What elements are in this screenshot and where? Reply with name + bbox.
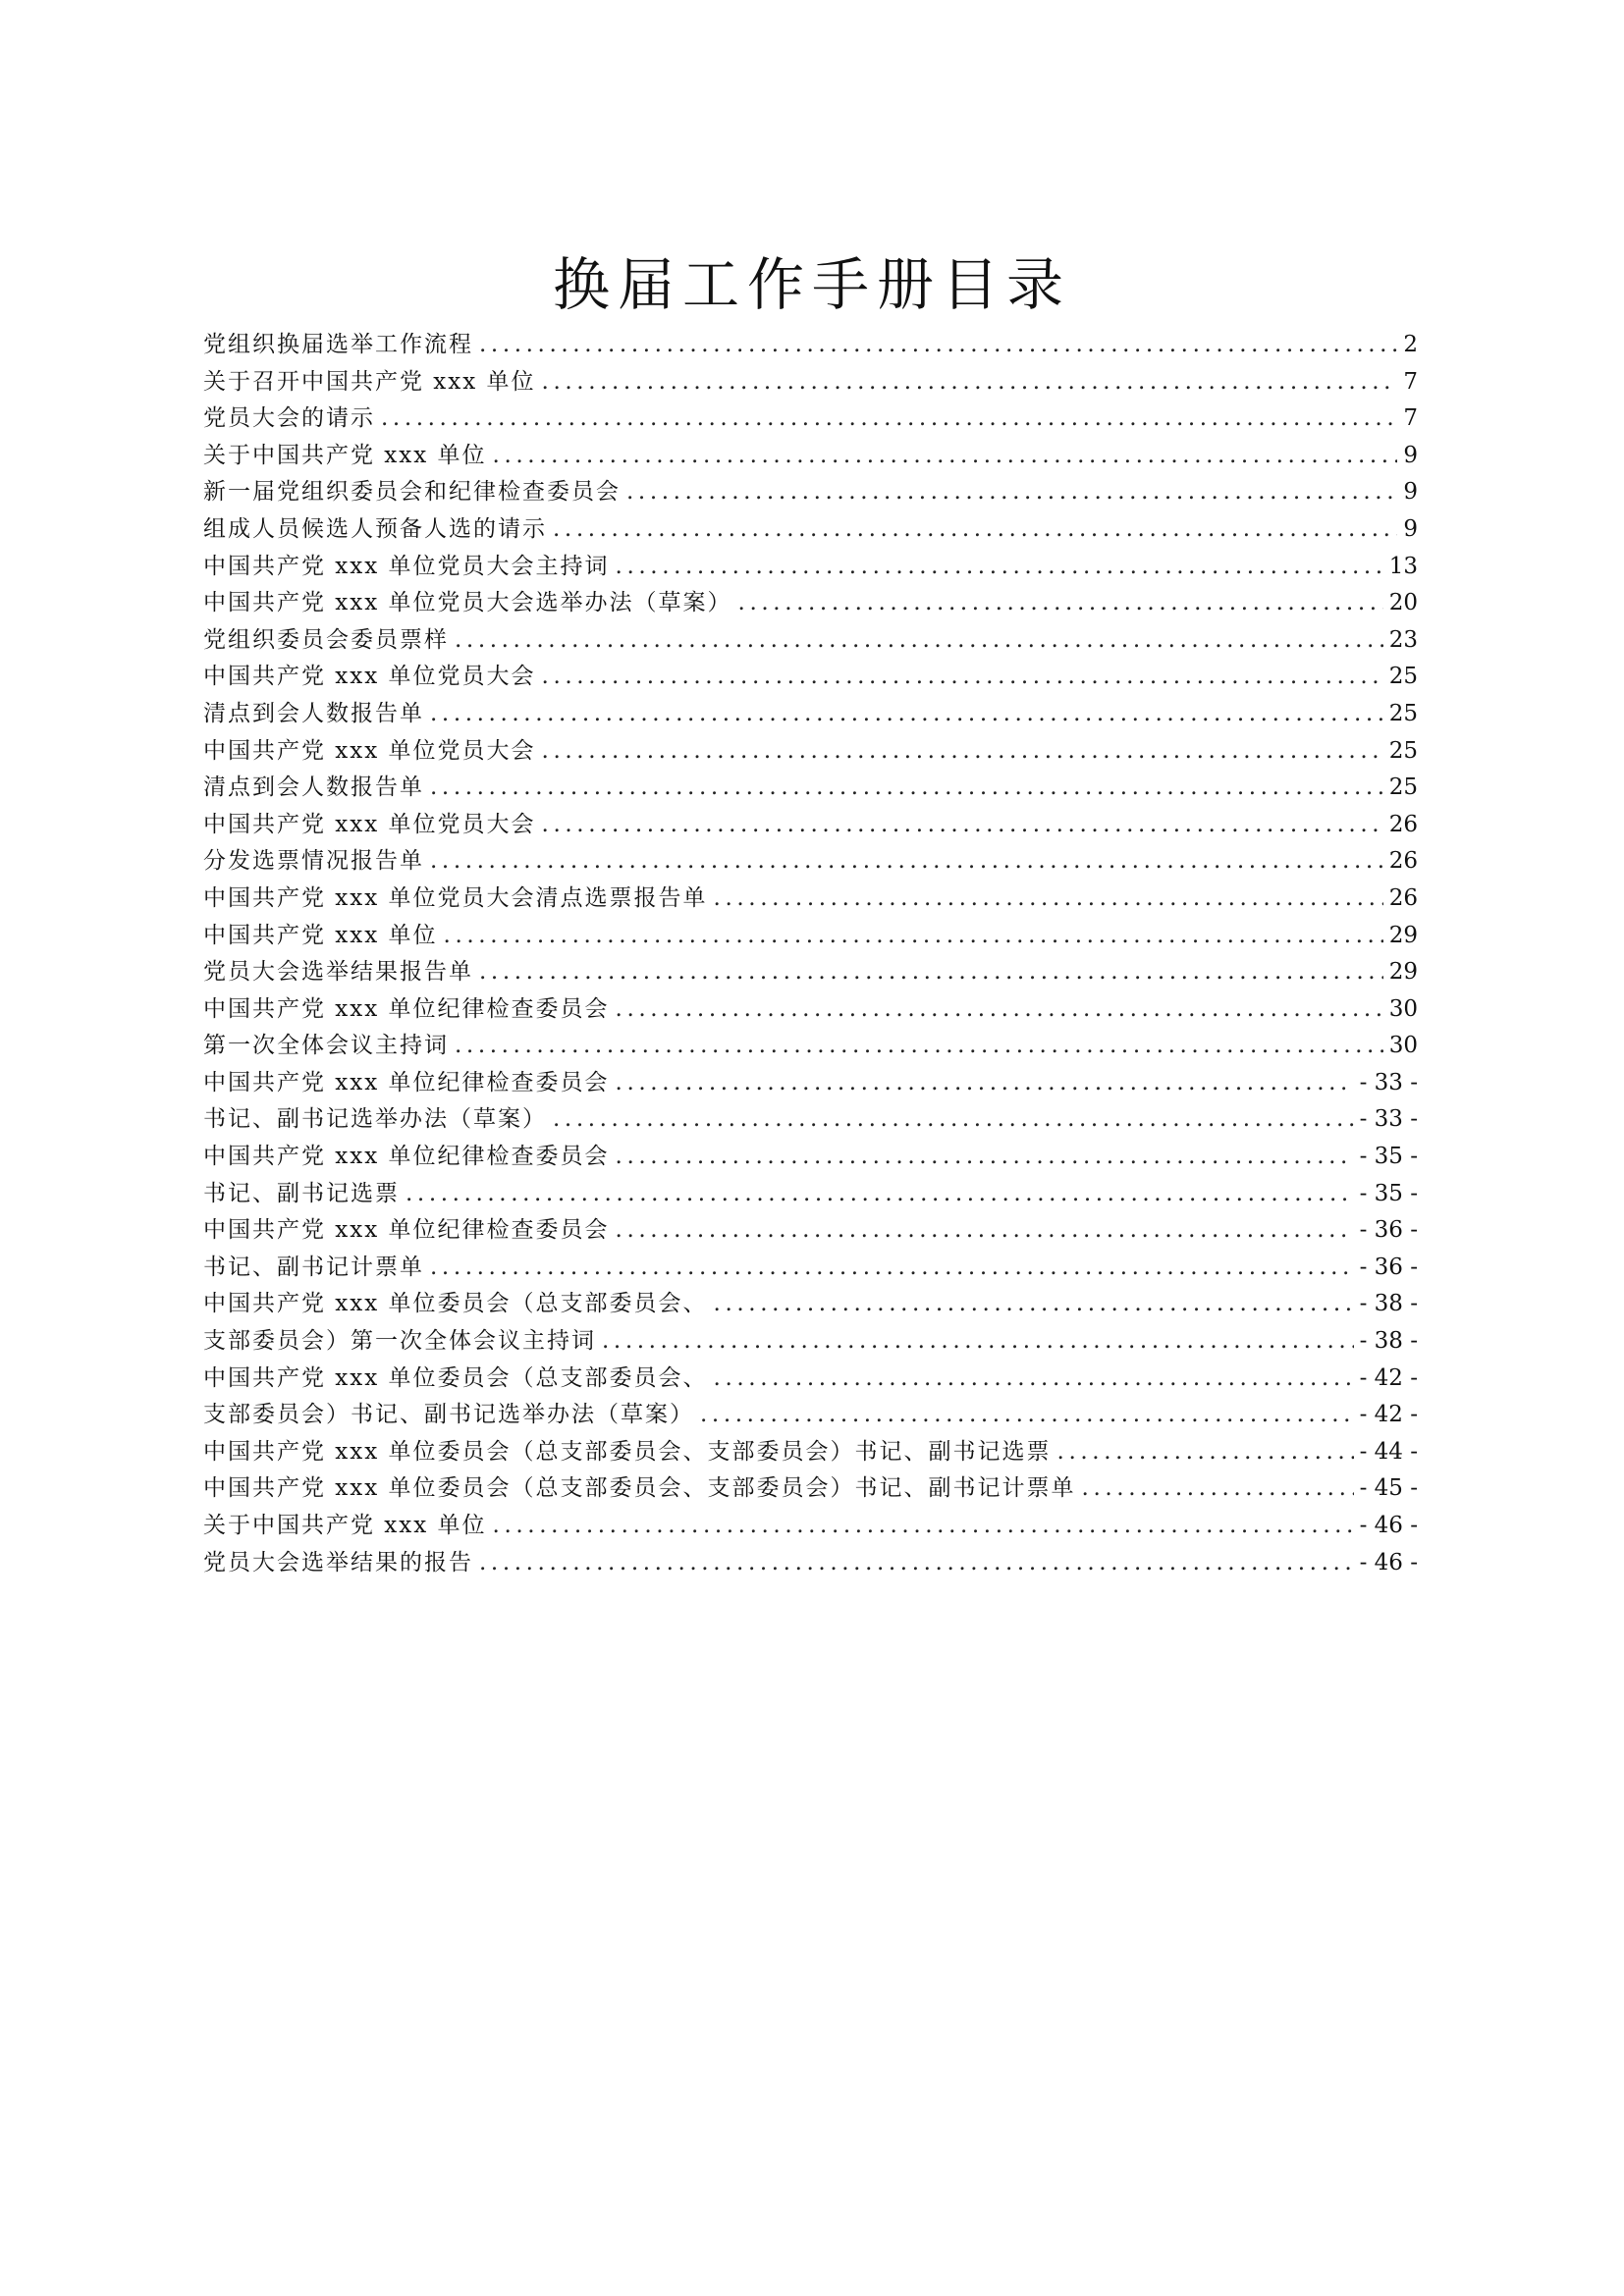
toc-entry-title: 组成人员候选人预备人选的请示 (203, 515, 547, 542)
toc-entry-title: 中国共产党 xxx 单位委员会（总支部委员会、 (203, 1364, 708, 1391)
toc-page-number: 20 (1388, 590, 1418, 616)
toc-page-number: - 35 - (1359, 1144, 1418, 1170)
toc-entry[interactable] (203, 881, 1418, 918)
toc-entry-title: 党员大会选举结果的报告 (203, 1549, 473, 1575)
toc-entry-title: 中国共产党 xxx 单位 (203, 922, 438, 948)
toc-entry-title: 中国共产党 xxx 单位纪律检查委员会 (203, 1069, 610, 1095)
toc-entry[interactable] (203, 1470, 1418, 1508)
toc-entry-title: 书记、副书记选票 (203, 1180, 400, 1206)
toc-page-number: 13 (1388, 553, 1418, 579)
toc-dot-leader (430, 1250, 1354, 1287)
toc-entry[interactable] (203, 1028, 1418, 1065)
toc-entry-title: 支部委员会）第一次全体会议主持词 (203, 1328, 596, 1355)
toc-entry[interactable] (203, 474, 1418, 511)
toc-page-number: 25 (1388, 737, 1418, 764)
toc-entry-title: 中国共产党 xxx 单位党员大会清点选票报告单 (203, 884, 708, 911)
toc-entry-title: 支部委员会）书记、副书记选举办法（草案） (203, 1402, 694, 1428)
toc-entry[interactable] (203, 954, 1418, 991)
toc-page-number: - 42 - (1359, 1364, 1418, 1391)
toc-entry[interactable] (203, 511, 1418, 549)
toc-entry[interactable] (203, 400, 1418, 438)
toc-entry[interactable] (203, 1101, 1418, 1139)
toc-dot-leader (542, 659, 1383, 696)
toc-page-number: 26 (1388, 811, 1418, 837)
toc-page-number: 29 (1388, 922, 1418, 948)
toc-dot-leader (602, 1323, 1354, 1361)
toc-dot-leader (444, 918, 1383, 955)
toc-dot-leader (553, 511, 1397, 549)
toc-entry-title: 第一次全体会议主持词 (203, 1033, 449, 1059)
toc-entry[interactable] (203, 1286, 1418, 1323)
toc-page-number: - 46 - (1359, 1549, 1418, 1575)
toc-entry[interactable] (203, 1397, 1418, 1434)
toc-entry[interactable] (203, 1323, 1418, 1361)
toc-dot-leader (455, 622, 1383, 660)
toc-entry[interactable] (203, 770, 1418, 807)
toc-entry-title: 关于中国共产党 xxx 单位 (203, 442, 487, 468)
toc-page-number: 9 (1403, 515, 1418, 542)
toc-entry[interactable] (203, 585, 1418, 622)
toc-dot-leader (479, 327, 1397, 364)
toc-dot-leader (1082, 1470, 1354, 1508)
toc-page-number: 9 (1403, 479, 1418, 506)
toc-entry-title: 分发选票情况报告单 (203, 848, 424, 875)
toc-entry[interactable] (203, 1065, 1418, 1102)
toc-dot-leader (430, 770, 1383, 807)
toc-entry[interactable] (203, 659, 1418, 696)
toc-entry-title: 中国共产党 xxx 单位纪律检查委员会 (203, 1144, 610, 1170)
toc-page-number: - 36 - (1359, 1254, 1418, 1280)
toc-dot-leader (1057, 1434, 1354, 1471)
toc-entry[interactable] (203, 1176, 1418, 1213)
toc-entry-title: 党员大会选举结果报告单 (203, 959, 473, 986)
toc-entry-title: 中国共产党 xxx 单位党员大会 (203, 737, 536, 764)
toc-entry-title: 清点到会人数报告单 (203, 774, 424, 801)
toc-page-number: 9 (1403, 442, 1418, 468)
toc-page-number: 2 (1403, 332, 1418, 357)
toc-entry[interactable] (203, 807, 1418, 844)
toc-dot-leader (455, 1028, 1383, 1065)
toc-dot-leader (430, 696, 1383, 733)
toc-page-number: - 38 - (1359, 1328, 1418, 1355)
toc-dot-leader (616, 991, 1383, 1029)
toc-dot-leader (616, 1139, 1354, 1176)
toc-page-number: 25 (1388, 700, 1418, 726)
toc-entry-title: 中国共产党 xxx 单位党员大会 (203, 811, 536, 837)
toc-entry-title: 新一届党组织委员会和纪律检查委员会 (203, 479, 621, 506)
toc-entry-title: 中国共产党 xxx 单位党员大会选举办法（草案） (203, 590, 732, 616)
toc-entry-title: 中国共产党 xxx 单位纪律检查委员会 (203, 1217, 610, 1244)
toc-entry-title: 关于召开中国共产党 xxx 单位 (203, 368, 536, 395)
toc-entry-title: 清点到会人数报告单 (203, 700, 424, 726)
toc-page-number: - 42 - (1359, 1402, 1418, 1428)
toc-entry-title: 中国共产党 xxx 单位纪律检查委员会 (203, 995, 610, 1022)
toc-dot-leader (700, 1397, 1354, 1434)
toc-dot-leader (542, 364, 1398, 401)
toc-page-number: - 36 - (1359, 1217, 1418, 1244)
toc-page-number: - 35 - (1359, 1180, 1418, 1206)
toc-page-number: 7 (1403, 368, 1418, 395)
toc-page-number: 26 (1388, 848, 1418, 875)
toc-entry[interactable] (203, 991, 1418, 1029)
toc-page-number: - 44 - (1359, 1438, 1418, 1465)
toc-entry-title: 中国共产党 xxx 单位委员会（总支部委员会、 (203, 1291, 708, 1317)
toc-page-number: 7 (1403, 405, 1418, 432)
toc-entry-title: 党组织委员会委员票样 (203, 626, 449, 653)
toc-dot-leader (479, 954, 1383, 991)
toc-dot-leader (406, 1176, 1354, 1213)
toc-dot-leader (616, 1065, 1354, 1102)
toc-dot-leader (542, 807, 1383, 844)
toc-dot-leader (553, 1101, 1354, 1139)
toc-dot-leader (714, 1286, 1354, 1323)
toc-entry-title: 关于中国共产党 xxx 单位 (203, 1513, 487, 1538)
toc-entry-title: 党员大会的请示 (203, 405, 375, 432)
toc-entry[interactable] (203, 696, 1418, 733)
toc-entry[interactable] (203, 918, 1418, 955)
toc-entry-title: 党组织换届选举工作流程 (203, 332, 473, 357)
toc-dot-leader (479, 1545, 1354, 1582)
toc-entry-title: 中国共产党 xxx 单位党员大会主持词 (203, 553, 610, 579)
toc-dot-leader (616, 549, 1383, 586)
toc-entry-title: 中国共产党 xxx 单位委员会（总支部委员会、支部委员会）书记、副书记计票单 (203, 1475, 1076, 1502)
toc-page-number: 25 (1388, 774, 1418, 801)
toc-page-number: 25 (1388, 664, 1418, 690)
toc-entry-title: 书记、副书记选举办法（草案） (203, 1106, 547, 1133)
toc-entry-title: 书记、副书记计票单 (203, 1254, 424, 1280)
toc-dot-leader (493, 1508, 1354, 1545)
toc-page-number: 29 (1388, 959, 1418, 986)
toc-entry-title: 中国共产党 xxx 单位党员大会 (203, 664, 536, 690)
toc-entry[interactable] (203, 1508, 1418, 1545)
toc-page-number: - 33 - (1359, 1106, 1418, 1133)
toc-page-number: - 45 - (1359, 1475, 1418, 1502)
toc-dot-leader (626, 474, 1397, 511)
toc-entry-title: 中国共产党 xxx 单位委员会（总支部委员会、支部委员会）书记、副书记选票 (203, 1438, 1052, 1465)
toc-page-number: - 38 - (1359, 1291, 1418, 1317)
page-title: 换届工作手册目录 (552, 251, 1071, 318)
toc-entry[interactable] (203, 549, 1418, 586)
toc-page-number: - 33 - (1359, 1069, 1418, 1095)
toc-dot-leader (616, 1212, 1354, 1250)
toc-page-number: - 46 - (1359, 1513, 1418, 1538)
toc-entry[interactable] (203, 1250, 1418, 1287)
toc-page-number: 30 (1388, 995, 1418, 1022)
toc-entry[interactable] (203, 1139, 1418, 1176)
toc-dot-leader (542, 733, 1383, 771)
toc-dot-leader (714, 1361, 1354, 1398)
toc-dot-leader (430, 843, 1383, 881)
table-of-contents (203, 327, 1418, 1581)
toc-page-number: 23 (1388, 626, 1418, 653)
toc-dot-leader (493, 438, 1398, 475)
toc-entry[interactable] (203, 733, 1418, 771)
toc-entry[interactable] (203, 327, 1418, 364)
toc-page-number: 26 (1388, 884, 1418, 911)
toc-entry[interactable] (203, 364, 1418, 401)
toc-entry[interactable] (203, 843, 1418, 881)
toc-entry[interactable] (203, 622, 1418, 660)
toc-dot-leader (738, 585, 1383, 622)
toc-dot-leader (714, 881, 1383, 918)
toc-entry[interactable] (203, 438, 1418, 475)
toc-entry[interactable] (203, 1434, 1418, 1471)
toc-dot-leader (381, 400, 1397, 438)
toc-entry[interactable] (203, 1545, 1418, 1582)
toc-entry[interactable] (203, 1361, 1418, 1398)
toc-page-number: 30 (1388, 1033, 1418, 1059)
toc-entry[interactable] (203, 1212, 1418, 1250)
